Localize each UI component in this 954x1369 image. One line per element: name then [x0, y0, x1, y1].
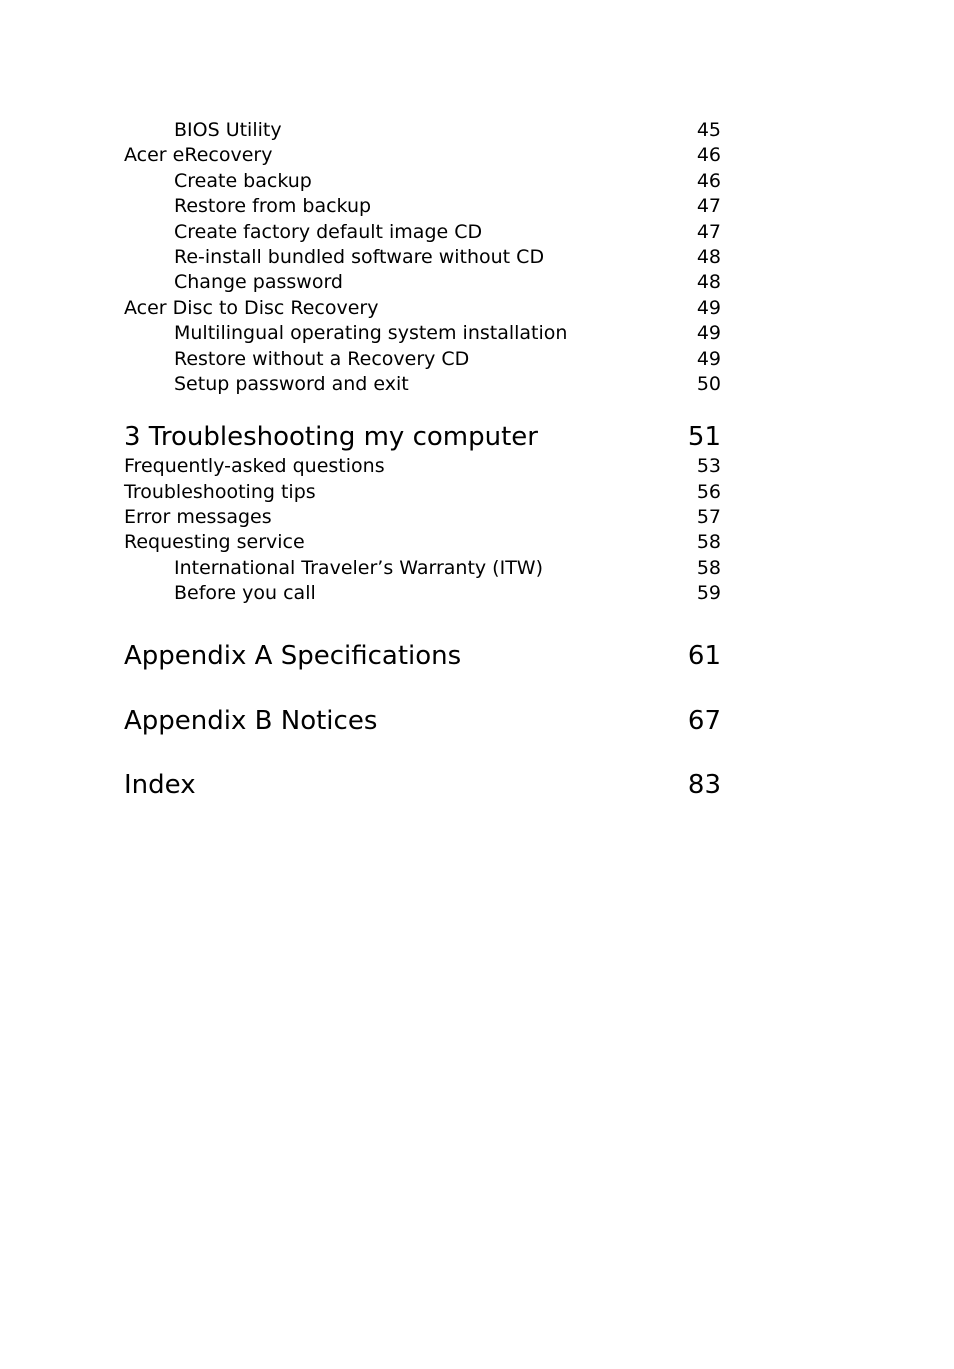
toc-entry-page: 47 — [696, 220, 721, 243]
chapter-title: 3 Troubleshooting my computer — [124, 422, 538, 453]
toc-entry-title: Change password — [174, 271, 343, 294]
toc-appendix-a[interactable] — [124, 639, 721, 673]
toc-entry[interactable] — [124, 118, 721, 143]
toc-entry-title: Restore without a Recovery CD — [174, 347, 470, 370]
chapter-page: 67 — [687, 705, 721, 736]
toc-appendix-b[interactable] — [124, 704, 721, 738]
toc-entry[interactable] — [124, 143, 721, 168]
toc-entry-page: 58 — [696, 531, 721, 554]
toc-entry[interactable] — [124, 581, 721, 606]
toc-entry-title: Frequently-asked questions — [124, 455, 385, 478]
toc-chapter-troubleshooting[interactable] — [124, 420, 721, 454]
toc-entry-page: 49 — [696, 296, 721, 319]
chapter-title: Index — [124, 769, 196, 800]
toc-entry[interactable] — [124, 505, 721, 530]
toc-entry-title: Create factory default image CD — [174, 220, 483, 243]
toc-entry[interactable] — [124, 194, 721, 219]
toc-group-recovery — [124, 118, 721, 397]
toc-entry[interactable] — [124, 296, 721, 321]
toc-entry[interactable] — [124, 372, 721, 397]
toc-entry-page: 56 — [696, 480, 721, 503]
toc-entry-page: 47 — [696, 195, 721, 218]
toc-entry-title: Acer eRecovery — [124, 144, 273, 167]
toc-entry[interactable] — [124, 556, 721, 581]
toc-entry-page: 49 — [696, 322, 721, 345]
toc-entry-title: Requesting service — [124, 531, 305, 554]
toc-entry-page: 58 — [696, 556, 721, 579]
toc-entry-page: 46 — [696, 169, 721, 192]
toc-entry-title: Re-install bundled software without CD — [174, 245, 545, 268]
toc-entry-page: 48 — [696, 245, 721, 268]
toc-entry[interactable] — [124, 321, 721, 346]
toc-entry[interactable] — [124, 169, 721, 194]
toc-entry-title: Restore from backup — [174, 195, 372, 218]
toc-group-troubleshooting — [124, 454, 721, 606]
toc-entry-page: 57 — [696, 506, 721, 529]
toc-entry-title: Multilingual operating system installation — [174, 322, 568, 345]
toc-entry-page: 45 — [696, 119, 721, 141]
toc-entry-title: Setup password and exit — [174, 372, 409, 395]
chapter-page: 83 — [687, 769, 721, 800]
toc-entry-title: Error messages — [124, 506, 272, 529]
toc-entry-page: 49 — [696, 347, 721, 370]
toc-entry-title: Acer Disc to Disc Recovery — [124, 296, 379, 319]
toc-entry-title: BIOS Utility — [174, 119, 282, 141]
chapter-title: Appendix B Notices — [124, 705, 378, 736]
toc-entry-title: Create backup — [174, 169, 312, 192]
toc-entry-page: 59 — [696, 582, 721, 605]
chapter-page: 61 — [687, 640, 721, 671]
toc-index[interactable] — [124, 768, 721, 802]
toc-entry[interactable] — [124, 454, 721, 479]
toc-entry-title: Troubleshooting tips — [124, 480, 316, 503]
toc-entry-page: 50 — [696, 372, 721, 395]
toc-entry[interactable] — [124, 245, 721, 270]
toc-entry[interactable] — [124, 270, 721, 295]
toc-entry[interactable] — [124, 347, 721, 372]
toc-entry-page: 53 — [696, 455, 721, 478]
toc-entry[interactable] — [124, 220, 721, 245]
toc-entry-title: International Traveler’s Warranty (ITW) — [174, 556, 544, 579]
toc-entry-title: Before you call — [174, 582, 316, 605]
table-of-contents — [124, 118, 721, 802]
toc-entry[interactable] — [124, 530, 721, 555]
toc-entry-page: 48 — [696, 271, 721, 294]
toc-entry[interactable] — [124, 480, 721, 505]
chapter-title: Appendix A Specifications — [124, 640, 462, 671]
toc-entry-page: 46 — [696, 144, 721, 167]
chapter-page: 51 — [687, 422, 721, 453]
